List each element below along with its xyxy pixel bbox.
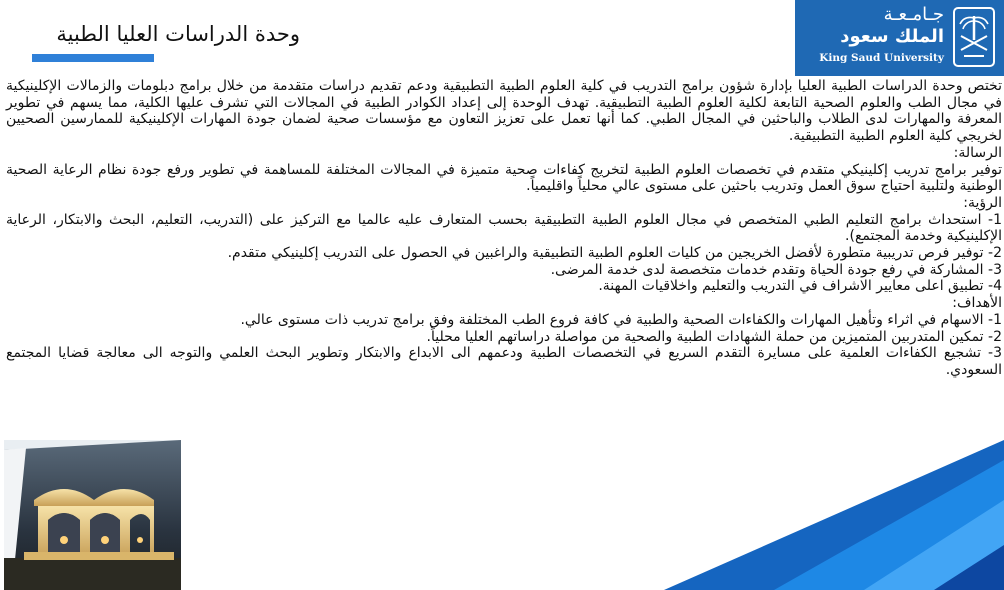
campus-building-photo — [4, 440, 181, 590]
logo-arabic-line2: الملك سعود — [840, 26, 944, 47]
logo-arabic-line1: جـامـعـة — [883, 4, 944, 25]
goal-item: 2- تمكين المتدربين المتميزين من حملة الشهادات الطبية والصحية من مواصلة دراساتهم العليا محلياً. — [426, 328, 1002, 345]
mission-heading: الرسالة: — [953, 144, 1002, 161]
vision-item: 3- المشاركة في رفع جودة الحياة وتقدم خدمات متخصصة لدى خدمة المرضى. — [550, 261, 1002, 278]
intro-paragraph: تختص وحدة الدراسات الطبية العليا بإدارة شؤون برامج التدريب في كلية العلوم الطبية التطبيقية ودعم تقديم دراسات متقدمة من خلال برامج دبلومات والزمالات الإكلينيكية في مجال الطب والعلوم الصحية التابعة لكلية العلوم الطبية التطبيقية. تهدف الوحدة إلى إعداد الكوادر الطبية في المجالات التي تشرف عليها الكلية، مما يسهم في تطوير المعرفة والمهارات لدى الطلاب والباحثين في المجال الطبي. كما أنها تعمل على تعزيز التعاون مع مؤسسات صحية لضمان جودة المهارات الإكلينيكية للممارسين الصحيين لخريجي كلية العلوم الطبية التطبيقية. — [6, 78, 1002, 145]
vision-item: 4- تطبيق اعلى معايير الاشراف في التدريب والتعليم واخلاقيات المهنة. — [598, 278, 1002, 295]
university-logo — [795, 0, 1004, 76]
vision-heading: الرؤية: — [963, 194, 1002, 211]
vision-item: 1- استحداث برامج التعليم الطبي المتخصص في مجال العلوم الطبية التطبيقية بحسب المتعارف عليه عالميا مع التركيز على (التدريب، التعليم، البحث والابتكار، الرعاية الإكلينيكية وخدمة المجتمع). — [6, 211, 1002, 245]
page-title: وحدة الدراسات العليا الطبية — [56, 22, 300, 46]
vision-item: 2- توفير فرص تدريبية متطورة لأفضل الخريجين من كليات العلوم الطبية التطبيقية والراغبين في الحصول على التدريب إكلينيكي متقدم. — [227, 245, 1002, 262]
corner-decoration — [664, 440, 1004, 590]
logo-english-name: King Saud University — [819, 52, 944, 64]
palm-swords-emblem-icon — [952, 6, 996, 68]
mission-paragraph: توفير برامج تدريب إكلينيكي متقدم في تخصصات العلوم الطبية لتخريج كفاءات صحية متميزة في المجالات المختلفة للمساهمة في تطوير ورفع جودة نظام الرعاية الصحية الوطنية ولتلبية احتياج سوق العمل وتدريب باحثين على مستوى عالي محلياً واقليمياً. — [6, 161, 1002, 195]
main-content — [6, 78, 1002, 379]
goals-heading: الأهداف: — [952, 295, 1002, 312]
goal-item: 1- الاسهام في اثراء وتأهيل المهارات والكفاءات الصحية والطبية في كافة فروع الطب المختلفة وفق برامج تدريب ذات مستوى عالي. — [240, 311, 1002, 328]
goal-item: 3- تشجيع الكفاءات العلمية على مسايرة التقدم السريع في التخصصات الطبية ودعمهم الى الابداع والابتكار وتطوير البحث العلمي والتوجه الى معالجة قضايا المجتمع السعودي. — [6, 345, 1002, 378]
title-underline — [32, 54, 154, 62]
